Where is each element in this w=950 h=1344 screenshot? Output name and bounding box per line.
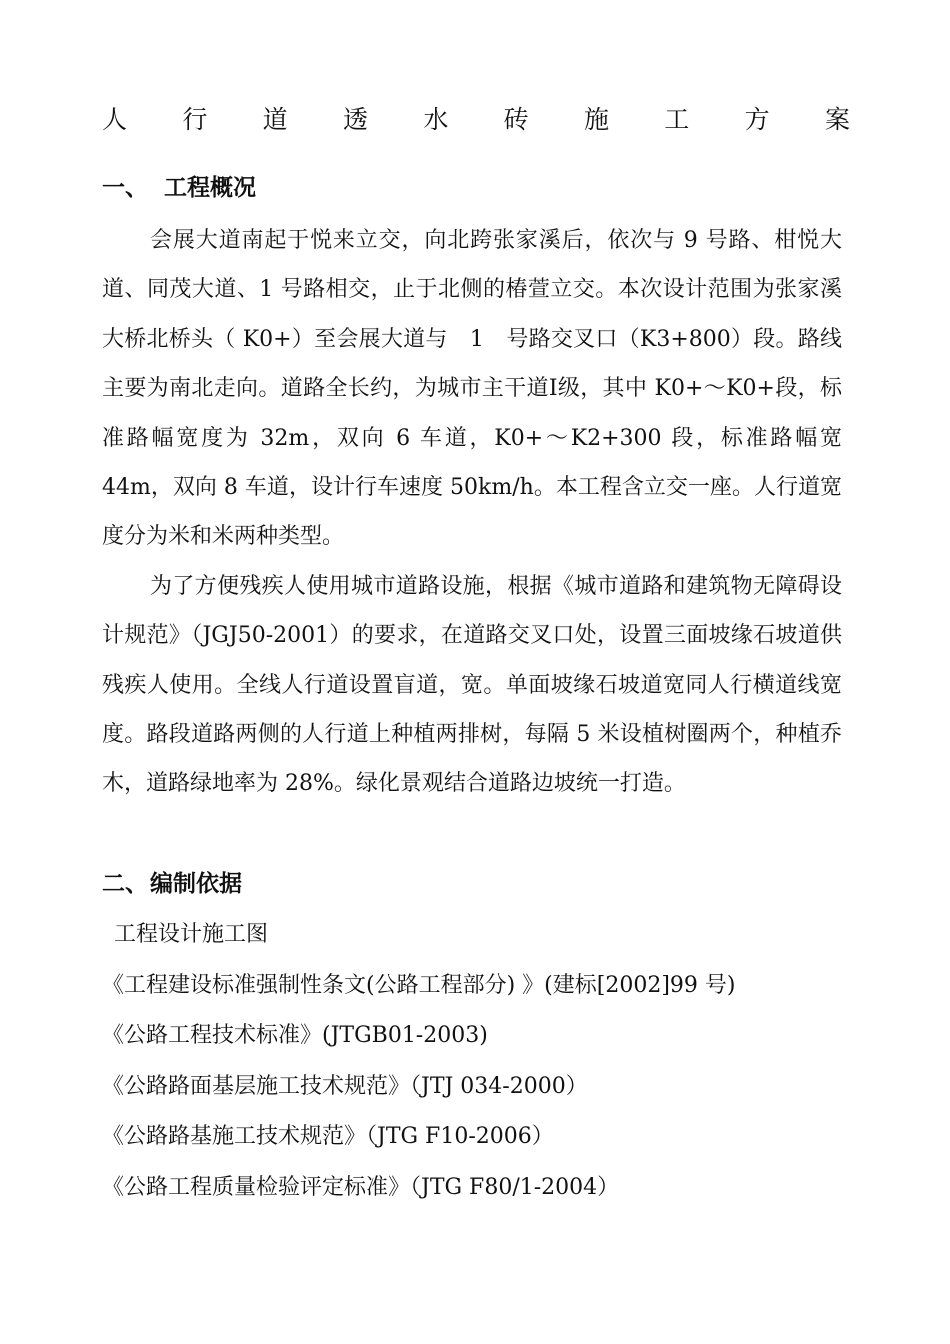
reference-item: 《公路路基施工技术规范》（JTG F10-2006） (102, 1124, 554, 1149)
reference-item: 《公路路面基层施工技术规范》（JTJ 034-2000） (102, 1073, 588, 1099)
title-char: 施 (583, 105, 609, 134)
title-char: 砖 (503, 105, 529, 134)
title-char: 透 (342, 105, 368, 134)
title-char: 方 (744, 105, 770, 134)
section-title: 编制依据 (150, 871, 242, 897)
section-number: 一、 (102, 175, 148, 201)
paragraph: 为了方便残疾人使用城市道路设施，根据《城市道路和建筑物无障碍设计规范》（JGJ50-2001）的要求，在道路交叉口处，设置三面坡缘石坡道供残疾人使用。全线人行道设置盲道，宽。单面坡缘石坡道宽同人行横道线宽度。路段道路两侧的人行道上种植两排树，每隔 5 米设植树圈两个，种植乔木，道路绿地率为 28%。绿化景观结合道路边坡统一打造。 (102, 573, 842, 797)
reference-item: 工程设计施工图 (114, 922, 269, 947)
title-char: 人 (102, 105, 128, 134)
title-char: 案 (824, 105, 850, 134)
reference-item: 《公路工程技术标准》(JTGB01-2003) (102, 1023, 488, 1048)
title-char: 工 (664, 105, 690, 134)
document-title (102, 100, 850, 140)
paragraph: 会展大道南起于悦来立交，向北跨张家溪后，依次与 9 号路、柑悦大道、同茂大道、1 号路相交，止于北侧的椿萱立交。本次设计范围为张家溪大桥北桥头（ K0+）至会展大道与 1 号路交叉口（K3+800）段。路线主要为南北走向。道路全长约，为城市主干道Ⅰ级，其中 K0+～K0+段，标准路幅宽度为 32m，双向 6 车道，K0+～K2+300 段，标准路幅宽 44m，双向 8 车道，设计行车速度 50km/h。本工程含立交一座。人行道宽度分为米和米两种类型。 (102, 228, 842, 550)
title-char: 行 (182, 105, 208, 134)
section-heading-overview (102, 168, 256, 208)
reference-item: 《公路工程质量检验评定标准》（JTG F80/1-2004） (102, 1174, 620, 1200)
title-char: 道 (262, 105, 288, 134)
title-char: 水 (423, 105, 449, 134)
section-number: 二、 (102, 871, 148, 897)
reference-item: 《工程建设标准强制性条文(公路工程部分) 》(建标[2002]99 号) (102, 972, 736, 998)
overview-body (102, 216, 842, 809)
section-title: 工程概况 (164, 175, 256, 201)
section-heading-basis (102, 864, 242, 904)
reference-list (102, 910, 862, 1213)
